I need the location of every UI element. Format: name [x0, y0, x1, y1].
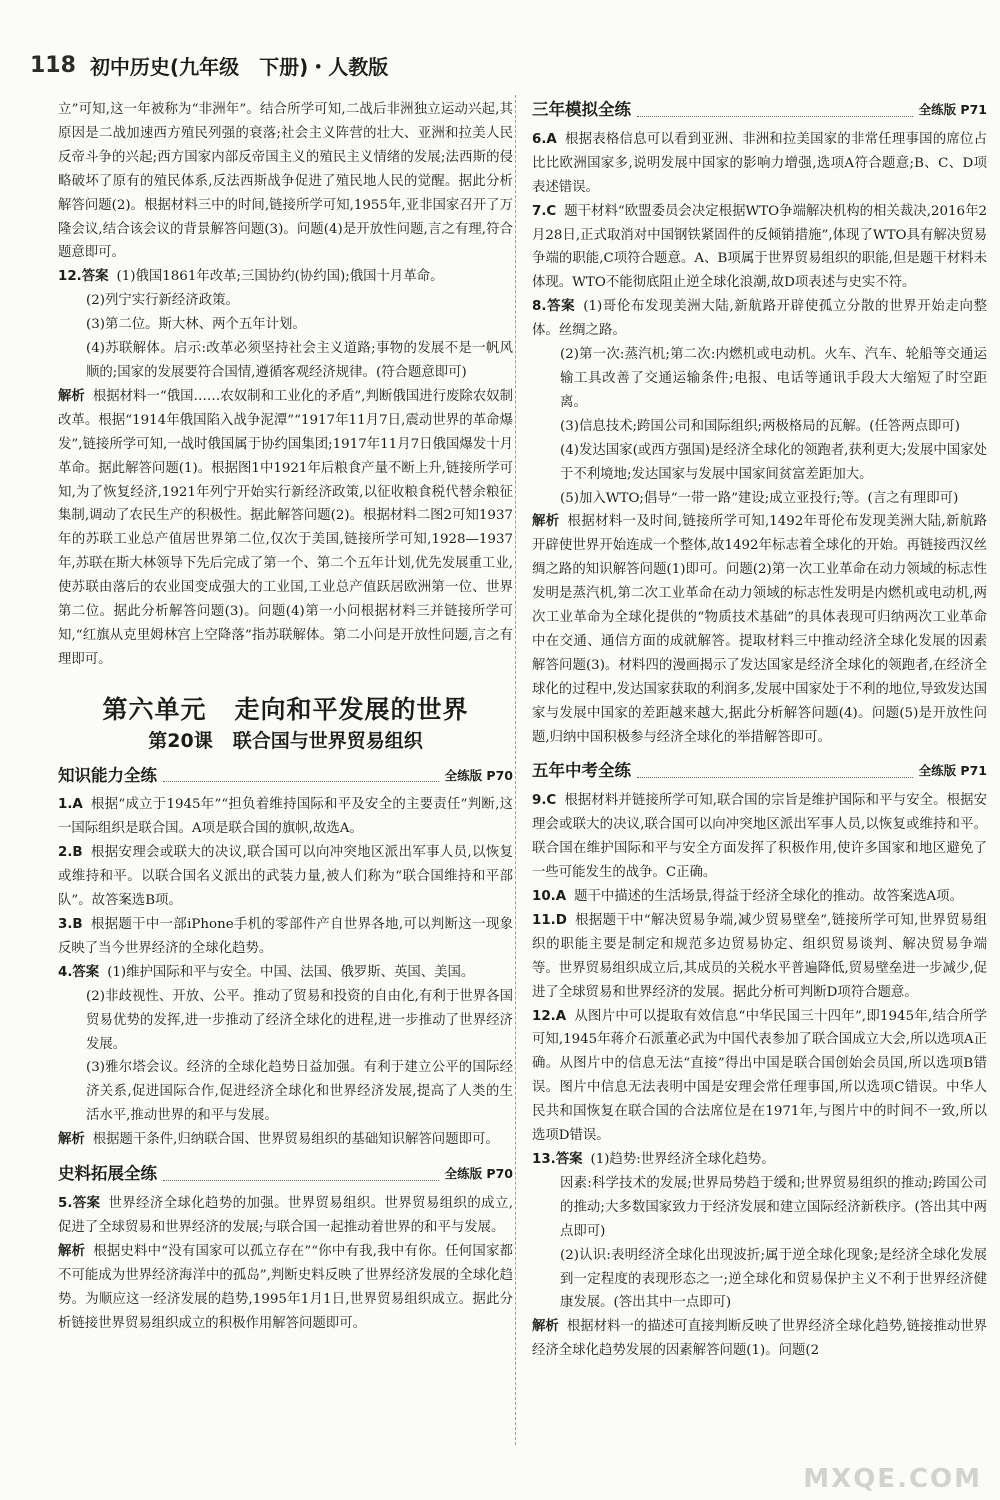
q1 — [58, 793, 513, 841]
dotted-leader — [637, 116, 913, 117]
q12-analysis — [58, 385, 513, 672]
lesson-number: 第20课 — [148, 729, 213, 752]
answer-label: 答案 — [72, 1195, 101, 1211]
q8-number: 8. — [532, 299, 547, 315]
q3 — [58, 913, 513, 961]
q3-text: 根据题干中一部iPhone手机的零部件产自世界各地,可以判断这一现象反映了当今世界经济的全球化趋势。 — [58, 917, 513, 956]
q13-answer — [532, 1148, 987, 1172]
analysis-label: 解析 — [532, 514, 560, 530]
q1-text: 根据“成立于1945年”“担负着维持国际和平及安全的主要责任”判断,这一国际组织是联合国。A项是联合国的旗帜,故选A。 — [58, 797, 513, 837]
q4-number: 4. — [58, 964, 73, 980]
section-ref: 全练版 P70 — [444, 767, 513, 783]
section-name: 五年中考全练 — [532, 761, 631, 781]
q12-answer-3: (3)第二位。斯大林、两个五年计划。 — [86, 317, 306, 333]
q13-answer-1: (1)趋势:世界经济全球化趋势。 — [590, 1151, 775, 1167]
unit-number: 第六单元 — [102, 694, 207, 724]
section-name: 三年模拟全练 — [532, 100, 631, 119]
q13-analysis — [532, 1315, 987, 1363]
unit-title — [58, 694, 513, 724]
section-ref: 全练版 P71 — [918, 763, 987, 779]
q7-number: 7.C — [532, 203, 557, 219]
analysis-label: 解析 — [58, 1243, 86, 1259]
q7-text: 题干材料“欧盟委员会决定根据WTO争端解决机构的相关裁决,2016年2月28日,正式取消对中国钢铁紧固件的反倾销措施”,体现了WTO具有解决贸易争端的职能,C项符合题意。A、B项属于世界贸易组织的职能,但是题干材料未体现。WTO不能彻底阻止逆全球化浪潮,故D项表述与史实不符。 — [532, 203, 987, 291]
q5-analysis — [58, 1240, 513, 1336]
q11 — [532, 909, 987, 1005]
right-column — [532, 98, 987, 1363]
q9 — [532, 789, 987, 885]
q8-analysis-text: 根据材料一及时间,链接所学可知,1492年哥伦布发现美洲大陆,新航路开辟使世界开始连成一个整体,故1492年标志着全球化的开始。再链接西汉丝绸之路的知识解答问题(1)即可。问题(2)第一次工业革命在动力领域的标志性发明是蒸汽机,第二次工业革命在动力领域的标志性发明是内燃机或电动机,两次工业革命为全球化提供的“物质技术基础”的具体表现可归纳两次工业革命中在交通、通信方面的成就解答。提取材料三中推动经济全球化发展的因素解答问题(3)。材料四的漫画揭示了发达国家是经济全球化的领跑者,在经济全球化的过程中,发达国家获取的利润多,发展中国家处于不利的地位,导致发达国家与发展中国家的差距越来越大,据此分析解答问题(4)。问题(5)是开放性问题,归纳中国积极参与经济全球化的举措解答即可。 — [532, 514, 987, 745]
q8-answer-4: (4)发达国家(或西方强国)是经济全球化的领跑者,获利更大;发展中国家处于不利境地;发达国家与发展中国家间贫富差距加大。 — [560, 442, 987, 482]
q9-number: 9.C — [532, 793, 557, 809]
continued-analysis: 立”可知,这一年被称为“非洲年”。结合所学可知,二战后非洲独立运动兴起,其原因是二战加速西方殖民列强的衰落;社会主义阵营的壮大、亚洲和拉美人民反帝斗争的兴起;西方国家内部反帝国主义的殖民主义情绪的发展;法西斯的侵略破坏了原有的殖民体系,反法西斯战争促进了殖民地人民的觉醒。据此分析解答问题(2)。根据材料三中的时间,链接所学可知,1955年,亚非国家召开了万隆会议,结合该会议的背景解答问题(3)。问题(4)是开放性问题,言之有理,符合题意即可。 — [58, 102, 513, 261]
analysis-label: 解析 — [58, 1132, 85, 1148]
q13-answer-2: 因素:科学技术的发展;世界局势趋于缓和;世界贸易组织的推动;跨国公司的推动;大多数国家致力于经济发展和建立国际经济新秩序。(答出其中两点即可) — [560, 1175, 987, 1239]
q8-answer-3: (3)信息技术;跨国公司和国际组织;两极格局的瓦解。(任答两点即可) — [560, 418, 960, 434]
answer-label: 答案 — [546, 299, 576, 315]
q12-number: 12. — [58, 269, 82, 285]
q12b — [532, 1005, 987, 1148]
q4-analysis-text: 根据题干条件,归纳联合国、世界贸易组织的基础知识解答问题即可。 — [92, 1132, 499, 1148]
q12b-text: 从图片中可以提取有效信息“中华民国三十四年”,即1945年,结合所学可知,1945年蒋介石派董必武为中国代表参加了联合国成立大会,所以选项A正确。从图片中的信息无法“直接”得出中国是联合国创始会员国,所以选项B错误。图片中信息无法表明中国是安理会常任理事国,所以选项C错误。中华人民共和国恢复在联合国的合法席位是在1971年,与图片中的时间不一致,所以选项D错误。 — [532, 1008, 987, 1144]
q8-answer — [532, 295, 987, 343]
answer-label: 答案 — [72, 964, 100, 980]
q12-answer — [58, 265, 513, 289]
q12b-number: 12.A — [532, 1008, 567, 1024]
section-title — [532, 759, 987, 783]
answer-label: 答案 — [555, 1151, 583, 1167]
q7 — [532, 200, 987, 296]
book-title: 初中历史(九年级 下册)・人教版 — [89, 54, 389, 79]
section-title — [58, 764, 513, 788]
q13-analysis-text: 根据材料一的描述可直接判断反映了世界经济全球化趋势,链接推动世界经济全球化趋势发展的因素解答问题(1)。问题(2 — [532, 1319, 987, 1359]
q11-text: 根据题干中“解决贸易争端,减少贸易壁垒”,链接所学可知,世界贸易组织的职能主要是制定和规范多边贸易协定、组织贸易谈判、解决贸易争端等。世界贸易组织成立后,其成员的关税水平普遍降低,贸易壁垒进一步减少,促进了全球贸易和世界经济的发展。据此分析可判断D项符合题意。 — [532, 912, 987, 1000]
left-column — [58, 98, 513, 1335]
q4-answer — [58, 961, 513, 985]
q9-text: 根据材料并链接所学可知,联合国的宗旨是维护国际和平与安全。根据安理会或联大的决议,联合国可以向冲突地区派出军事人员,以恢复或维持和平。联合国在维护国际和平与安全方面发挥了积极作用,使许多国家和地区避免了一些可能发生的战争。C正确。 — [532, 793, 987, 881]
section-name: 史料拓展全练 — [58, 1164, 157, 1184]
q1-number: 1.A — [58, 797, 83, 813]
q6-text: 根据表格信息可以看到亚洲、非洲和拉美国家的非常任理事国的席位占比比欧洲国家多,说明发展中国家的影响力增强,选项A符合题意;B、C、D项表述错误。 — [532, 131, 987, 195]
q4-analysis — [58, 1128, 513, 1152]
section-title — [58, 1162, 513, 1186]
unit-name: 走向和平发展的世界 — [234, 694, 469, 724]
q2 — [58, 841, 513, 913]
dotted-leader — [163, 781, 439, 782]
q12-answer-2: (2)列宁实行新经济政策。 — [86, 293, 239, 309]
dotted-leader — [637, 777, 913, 778]
q10-number: 10.A — [532, 889, 567, 904]
section-ref: 全练版 P71 — [918, 102, 987, 117]
q3-number: 3.B — [58, 917, 83, 932]
column-divider — [515, 95, 516, 1445]
section-ref: 全练版 P70 — [444, 1166, 513, 1182]
q5-number: 5. — [58, 1195, 73, 1211]
page-header — [30, 48, 388, 82]
q5-answer-text: 世界经济全球化趋势的加强。世界贸易组织。世界贸易组织的成立,促进了全球贸易和世界经济的发展;与联合国一起推动着世界的和平与发展。 — [58, 1195, 513, 1235]
analysis-label: 解析 — [58, 388, 85, 404]
q8-answer-1: (1)哥伦布发现美洲大陆,新航路开辟使孤立分散的世界开始走向整体。丝绸之路。 — [532, 299, 987, 339]
analysis-label: 解析 — [532, 1319, 559, 1335]
q2-number: 2.B — [58, 845, 83, 861]
q6 — [532, 128, 987, 200]
section-title — [532, 98, 987, 122]
section-name: 知识能力全练 — [58, 765, 157, 785]
q10-text: 题干中描述的生活场景,得益于经济全球化的推动。故答案选A项。 — [574, 889, 963, 904]
answer-label: 答案 — [81, 269, 109, 285]
q5-answer — [58, 1192, 513, 1240]
lesson-name: 联合国与世界贸易组织 — [232, 729, 423, 752]
q12-answer-4: (4)苏联解体。启示:改革必须坚持社会主义道路;事物的发展不是一帆风顺的;国家的发展要符合国情,遵循客观经济规律。(符合题意即可) — [86, 341, 513, 380]
q4-answer-2: (2)非歧视性、开放、公平。推动了贸易和投资的自由化,有利于世界各国贸易优势的发挥,进一步推动了经济全球化的进程,进一步推动了世界经济发展。 — [86, 988, 513, 1052]
page-number: 118 — [30, 52, 76, 78]
q8-analysis — [532, 510, 987, 749]
dotted-leader — [163, 1180, 439, 1181]
q8-answer-5: (5)加入WTO;倡导“一带一路”建设;成立亚投行;等。(言之有理即可) — [560, 490, 959, 506]
q12-analysis-text: 根据材料一“俄国……农奴制和工业化的矛盾”,判断俄国进行废除农奴制改革。根据“1914年俄国陷入战争泥潭”“1917年11月7日,震动世界的革命爆发”,链接所学可知,一战时俄国属于协约国集团;1917年11月7日俄国爆发十月革命。据此解答问题(1)。根据图1中1921年后粮食产量不断上升,链接所学可知,为了恢复经济,1921年列宁开始实行新经济政策,以征收粮食税代替余粮征集制,调动了农民生产的积极性。据此解答问题(2)。根据材料二图2可知1937年的苏联工业总产值居世界第二位,仅次于美国,链接所学可知,1928—1937年,苏联在斯大林领导下先后完成了第一个、第二个五年计划,优先发展重工业,使苏联由落后的农业国变成强大的工业国,工业总产值跃居欧洲第一位、世界第二位。据此分析解答问题(3)。问题(4)第一小问根据材料三并链接所学可知,“红旗从克里姆林宫上空降落”指苏联解体。第二小问是开放性问题,言之有理即可。 — [58, 388, 514, 667]
q12-answer-1: (1)俄国1861年改革;三国协约(协约国);俄国十月革命。 — [116, 269, 444, 285]
watermark: MXQE.COM — [803, 1464, 982, 1494]
q10 — [532, 885, 987, 909]
q5-analysis-text: 根据史料中“没有国家可以孤立存在”“你中有我,我中有你。任何国家都不可能成为世界经济海洋中的孤岛”,判断史料反映了世界经济发展的全球化趋势。为顺应这一经济发展的趋势,1995年1月1日,世界贸易组织成立。据此分析链接世界贸易组织成立的积极作用解答问题即可。 — [58, 1243, 514, 1331]
q4-answer-1: (1)维护国际和平与安全。中国、法国、俄罗斯、英国、美国。 — [107, 964, 475, 980]
q2-text: 根据安理会或联大的决议,联合国可以向冲突地区派出军事人员,以恢复或维持和平。以联合国名义派出的武装力量,被人们称为“联合国维持和平部队”。故答案选B项。 — [58, 845, 513, 909]
q6-number: 6.A — [532, 131, 557, 147]
lesson-title — [58, 730, 513, 754]
q11-number: 11.D — [532, 912, 567, 928]
q8-answer-2: (2)第一次:蒸汽机;第二次:内燃机或电动机。火车、汽车、轮船等交通运输工具改善了交通运输条件;电报、电话等通讯手段大大缩短了时空距离。 — [560, 347, 987, 410]
q4-answer-3: (3)雅尔塔会议。经济的全球化趋势日益加强。有利于建立公平的国际经济关系,促进国际合作,促进经济全球化和世界经济发展,提高了人类的生活水平,推动世界的和平与发展。 — [86, 1060, 513, 1124]
q13-answer-3: (2)认识:表明经济全球化出现波折;属于逆全球化现象;是经济全球化发展到一定程度的表现形态之一;逆全球化和贸易保护主义不利于世界经济健康发展。(答出其中一点即可) — [560, 1247, 987, 1311]
q13-number: 13. — [532, 1151, 556, 1167]
